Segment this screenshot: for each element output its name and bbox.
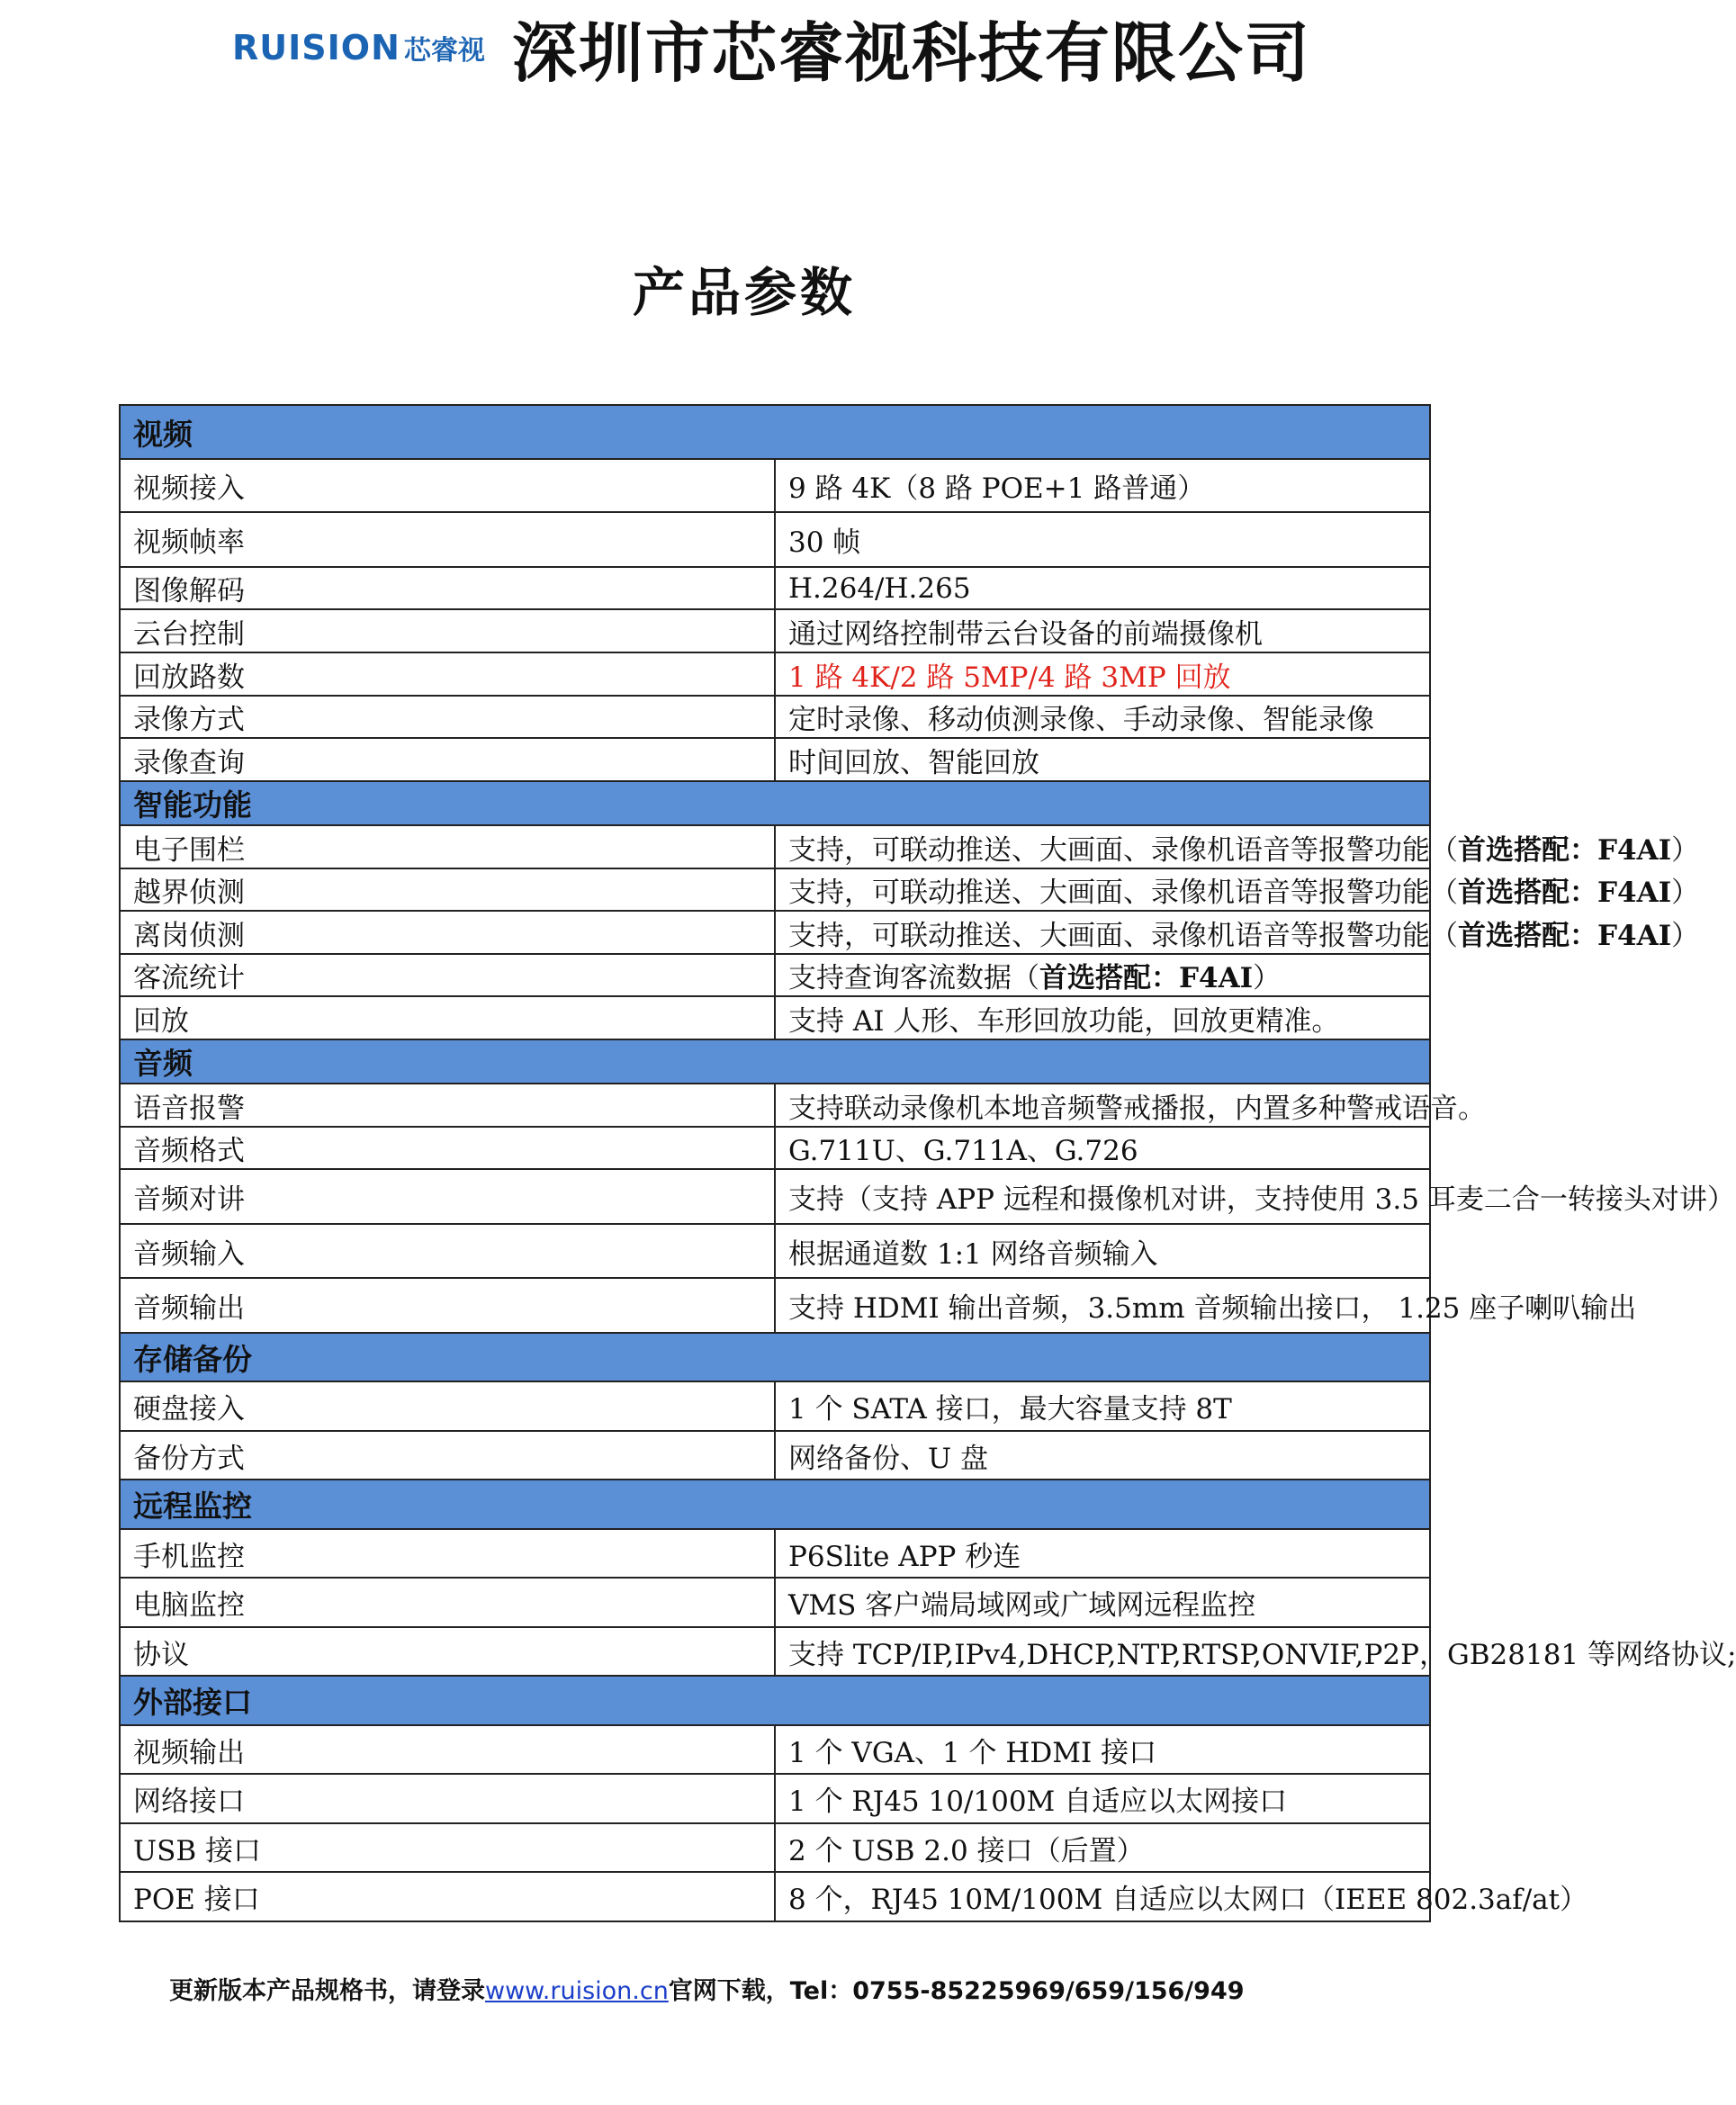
table-row	[120, 1278, 1430, 1333]
table-row	[120, 652, 1430, 696]
value-bold: 首选搭配：F4AI	[1458, 833, 1672, 867]
company-name: 深圳市芯睿视科技有限公司	[511, 14, 1311, 91]
row-label: 离岗侦测	[120, 911, 775, 954]
row-value: H.264/H.265	[775, 567, 1430, 609]
table-row	[120, 996, 1430, 1039]
row-label: 视频帧率	[120, 512, 775, 567]
row-value: 1 个 VGA、1 个 HDMI 接口	[775, 1725, 1430, 1774]
row-value-highlight: 1 路 4K/2 路 5MP/4 路 3MP 回放	[775, 652, 1430, 696]
table-row	[120, 1169, 1430, 1224]
table-row	[120, 738, 1430, 781]
row-value: 定时录像、移动侦测录像、手动录像、智能录像	[775, 696, 1430, 738]
logo-cn-text: 芯睿视	[403, 35, 485, 67]
row-label: 图像解码	[120, 567, 775, 609]
row-label: 回放	[120, 996, 775, 1039]
table-row	[120, 1823, 1430, 1872]
value-bold: 首选搭配：F4AI	[1458, 919, 1672, 952]
row-label: POE 接口	[120, 1872, 775, 1921]
section-title: 智能功能	[120, 781, 1430, 825]
row-value: 根据通道数 1:1 网络音频输入	[775, 1224, 1430, 1278]
section-header-audio	[120, 1039, 1430, 1084]
row-label: USB 接口	[120, 1823, 775, 1872]
table-row	[120, 1725, 1430, 1774]
page-header	[232, 7, 1311, 91]
website-link[interactable]: www.ruision.cn	[485, 1977, 669, 2005]
value-text: 支持，可联动推送、大画面、录像机语音等报警功能（	[788, 919, 1458, 952]
section-title: 远程监控	[120, 1480, 1430, 1529]
table-row	[120, 1431, 1430, 1480]
value-tail: ）	[1253, 962, 1282, 994]
section-header-storage	[120, 1333, 1430, 1381]
table-row	[120, 1224, 1430, 1278]
row-label: 视频输出	[120, 1725, 775, 1774]
row-value: 支持联动录像机本地音频警戒播报，内置多种警戒语音。	[775, 1084, 1430, 1127]
row-label: 视频接入	[120, 459, 775, 512]
value-bold: 首选搭配：F4AI	[1039, 962, 1254, 994]
row-value: 时间回放、智能回放	[775, 738, 1430, 781]
table-row	[120, 1127, 1430, 1169]
row-value: 2 个 USB 2.0 接口（后置）	[775, 1823, 1430, 1872]
table-row	[120, 1627, 1430, 1676]
row-label: 音频对讲	[120, 1169, 775, 1224]
footer-prefix: 更新版本产品规格书，请登录	[169, 1977, 485, 2005]
row-value: 网络备份、U 盘	[775, 1431, 1430, 1480]
row-label: 越界侦测	[120, 868, 775, 911]
row-value: G.711U、G.711A、G.726	[775, 1127, 1430, 1169]
section-title: 音频	[120, 1039, 1430, 1084]
row-value: 通过网络控制带云台设备的前端摄像机	[775, 609, 1430, 652]
logo-latin-text: RUISION	[232, 28, 400, 67]
company-logo	[232, 21, 485, 75]
row-label: 音频输入	[120, 1224, 775, 1278]
table-row	[120, 1774, 1430, 1823]
row-value: 8 个，RJ45 10M/100M 自适应以太网口（IEEE 802.3af/at）	[775, 1872, 1430, 1921]
row-label: 录像查询	[120, 738, 775, 781]
row-label: 回放路数	[120, 652, 775, 696]
row-label: 手机监控	[120, 1529, 775, 1578]
value-tail: ）	[1671, 833, 1700, 867]
section-header-smart	[120, 781, 1430, 825]
row-value	[775, 825, 1700, 868]
footer-suffix: 官网下载，Tel：0755-85225969/659/156/949	[668, 1977, 1245, 2005]
row-value: 1 个 SATA 接口，最大容量支持 8T	[775, 1381, 1430, 1431]
page-footer	[169, 1971, 1245, 2006]
row-value: P6Slite APP 秒连	[775, 1529, 1430, 1578]
row-value: 1 个 RJ45 10/100M 自适应以太网接口	[775, 1774, 1430, 1823]
table-row	[120, 1084, 1430, 1127]
value-tail: ）	[1671, 877, 1700, 909]
table-row	[120, 609, 1430, 652]
row-label: 音频格式	[120, 1127, 775, 1169]
section-title: 外部接口	[120, 1676, 1430, 1725]
row-value: 支持（支持 APP 远程和摄像机对讲，支持使用 3.5 耳麦二合一转接头对讲）	[775, 1169, 1430, 1224]
table-row	[120, 696, 1430, 738]
row-label: 电子围栏	[120, 825, 775, 868]
row-label: 云台控制	[120, 609, 775, 652]
section-header-video	[120, 405, 1430, 459]
page-title: 产品参数	[632, 262, 856, 323]
spec-table	[119, 404, 1736, 1922]
table-row	[120, 459, 1430, 512]
table-row	[120, 911, 1430, 954]
row-label: 电脑监控	[120, 1578, 775, 1627]
table-row	[120, 868, 1430, 911]
value-tail: ）	[1671, 919, 1700, 952]
table-row	[120, 1578, 1430, 1627]
table-row	[120, 825, 1430, 868]
row-value: 支持 AI 人形、车形回放功能，回放更精准。	[775, 996, 1430, 1039]
row-value	[775, 911, 1700, 954]
table-row	[120, 567, 1430, 609]
section-header-remote	[120, 1480, 1430, 1529]
row-value: 9 路 4K（8 路 POE+1 路普通）	[775, 459, 1430, 512]
value-text: 支持查询客流数据（	[788, 962, 1039, 994]
row-value: 30 帧	[775, 512, 1430, 567]
value-text: 支持，可联动推送、大画面、录像机语音等报警功能（	[788, 833, 1458, 867]
table-row	[120, 1529, 1430, 1578]
row-value: 支持 HDMI 输出音频，3.5mm 音频输出接口， 1.25 座子喇叭输出	[775, 1278, 1430, 1333]
row-value: 支持 TCP/IP,IPv4,DHCP,NTP,RTSP,ONVIF,P2P，GB28181 等网络协议;	[775, 1627, 1430, 1676]
row-label: 备份方式	[120, 1431, 775, 1480]
section-title: 存储备份	[120, 1333, 1430, 1381]
section-title: 视频	[120, 405, 1430, 459]
row-label: 录像方式	[120, 696, 775, 738]
row-value: VMS 客户端局域网或广域网远程监控	[775, 1578, 1430, 1627]
row-label: 硬盘接入	[120, 1381, 775, 1431]
row-value	[775, 868, 1700, 911]
row-label: 网络接口	[120, 1774, 775, 1823]
table-row	[120, 1381, 1430, 1431]
value-bold: 首选搭配：F4AI	[1458, 877, 1672, 909]
table-row	[120, 512, 1430, 567]
row-label: 音频输出	[120, 1278, 775, 1333]
row-value	[775, 954, 1430, 996]
row-label: 语音报警	[120, 1084, 775, 1127]
value-text: 支持，可联动推送、大画面、录像机语音等报警功能（	[788, 877, 1458, 909]
section-header-ports	[120, 1676, 1430, 1725]
table-row	[120, 1872, 1430, 1921]
table-row	[120, 954, 1430, 996]
row-label: 客流统计	[120, 954, 775, 996]
row-label: 协议	[120, 1627, 775, 1676]
